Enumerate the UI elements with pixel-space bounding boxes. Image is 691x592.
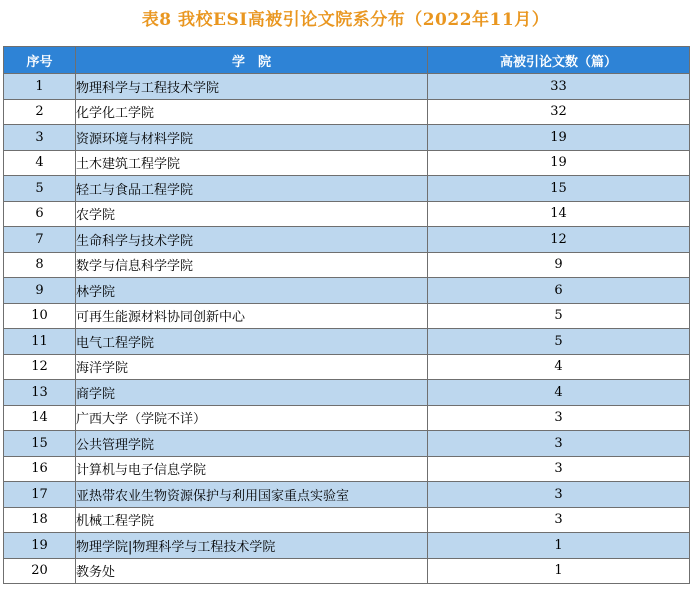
row-college: 公共管理学院 <box>76 431 428 457</box>
row-college: 海洋学院 <box>76 354 428 380</box>
row-count: 3 <box>428 405 690 431</box>
row-count: 33 <box>428 74 690 100</box>
table-row <box>4 507 690 533</box>
row-count: 6 <box>428 278 690 304</box>
row-number: 16 <box>4 456 76 482</box>
row-number: 11 <box>4 329 76 355</box>
table-row <box>4 74 690 100</box>
row-college: 农学院 <box>76 201 428 227</box>
row-number: 19 <box>4 533 76 559</box>
table-row <box>4 227 690 253</box>
row-count: 19 <box>428 125 690 151</box>
row-college: 轻工与食品工程学院 <box>76 176 428 202</box>
header-row <box>4 47 690 74</box>
row-college: 可再生能源材料协同创新中心 <box>76 303 428 329</box>
row-college: 电气工程学院 <box>76 329 428 355</box>
row-number: 3 <box>4 125 76 151</box>
row-number: 6 <box>4 201 76 227</box>
row-college: 林学院 <box>76 278 428 304</box>
row-number: 18 <box>4 507 76 533</box>
row-college: 商学院 <box>76 380 428 406</box>
row-college: 机械工程学院 <box>76 507 428 533</box>
row-college: 化学化工学院 <box>76 99 428 125</box>
row-college: 教务处 <box>76 558 428 584</box>
header-no: 序号 <box>4 47 76 74</box>
row-college: 土木建筑工程学院 <box>76 150 428 176</box>
row-count: 3 <box>428 507 690 533</box>
row-count: 12 <box>428 227 690 253</box>
row-count: 5 <box>428 329 690 355</box>
row-college: 数学与信息科学学院 <box>76 252 428 278</box>
row-count: 3 <box>428 482 690 508</box>
row-college: 广西大学（学院不详） <box>76 405 428 431</box>
table-row <box>4 533 690 559</box>
table-body <box>4 74 690 584</box>
row-count: 19 <box>428 150 690 176</box>
table-row <box>4 125 690 151</box>
row-count: 1 <box>428 558 690 584</box>
table-row <box>4 303 690 329</box>
row-count: 15 <box>428 176 690 202</box>
row-number: 12 <box>4 354 76 380</box>
row-count: 1 <box>428 533 690 559</box>
row-number: 17 <box>4 482 76 508</box>
row-number: 4 <box>4 150 76 176</box>
row-college: 资源环境与材料学院 <box>76 125 428 151</box>
row-number: 13 <box>4 380 76 406</box>
row-number: 7 <box>4 227 76 253</box>
row-count: 3 <box>428 431 690 457</box>
table-row <box>4 329 690 355</box>
table-row <box>4 482 690 508</box>
header-count: 高被引论文数（篇） <box>428 47 690 74</box>
table-title: 表8 我校ESI高被引论文院系分布（2022年11月） <box>141 10 550 30</box>
row-number: 10 <box>4 303 76 329</box>
table-row <box>4 354 690 380</box>
row-number: 15 <box>4 431 76 457</box>
header-college: 学 院 <box>76 47 428 74</box>
row-number: 1 <box>4 74 76 100</box>
row-count: 3 <box>428 456 690 482</box>
row-college: 亚热带农业生物资源保护与利用国家重点实验室 <box>76 482 428 508</box>
row-number: 8 <box>4 252 76 278</box>
table-row <box>4 558 690 584</box>
row-college: 计算机与电子信息学院 <box>76 456 428 482</box>
row-count: 14 <box>428 201 690 227</box>
table-row <box>4 252 690 278</box>
row-count: 4 <box>428 380 690 406</box>
row-count: 9 <box>428 252 690 278</box>
row-college: 生命科学与技术学院 <box>76 227 428 253</box>
row-number: 14 <box>4 405 76 431</box>
row-college: 物理科学与工程技术学院 <box>76 74 428 100</box>
table-row <box>4 380 690 406</box>
row-count: 32 <box>428 99 690 125</box>
table-row <box>4 278 690 304</box>
table-row <box>4 99 690 125</box>
table-row <box>4 176 690 202</box>
row-count: 4 <box>428 354 690 380</box>
row-number: 20 <box>4 558 76 584</box>
table-row <box>4 150 690 176</box>
table-row <box>4 456 690 482</box>
table-row <box>4 431 690 457</box>
row-number: 5 <box>4 176 76 202</box>
row-number: 2 <box>4 99 76 125</box>
row-number: 9 <box>4 278 76 304</box>
table-row <box>4 405 690 431</box>
row-count: 5 <box>428 303 690 329</box>
table-row <box>4 201 690 227</box>
citation-table <box>3 46 690 584</box>
row-college: 物理学院|物理科学与工程技术学院 <box>76 533 428 559</box>
